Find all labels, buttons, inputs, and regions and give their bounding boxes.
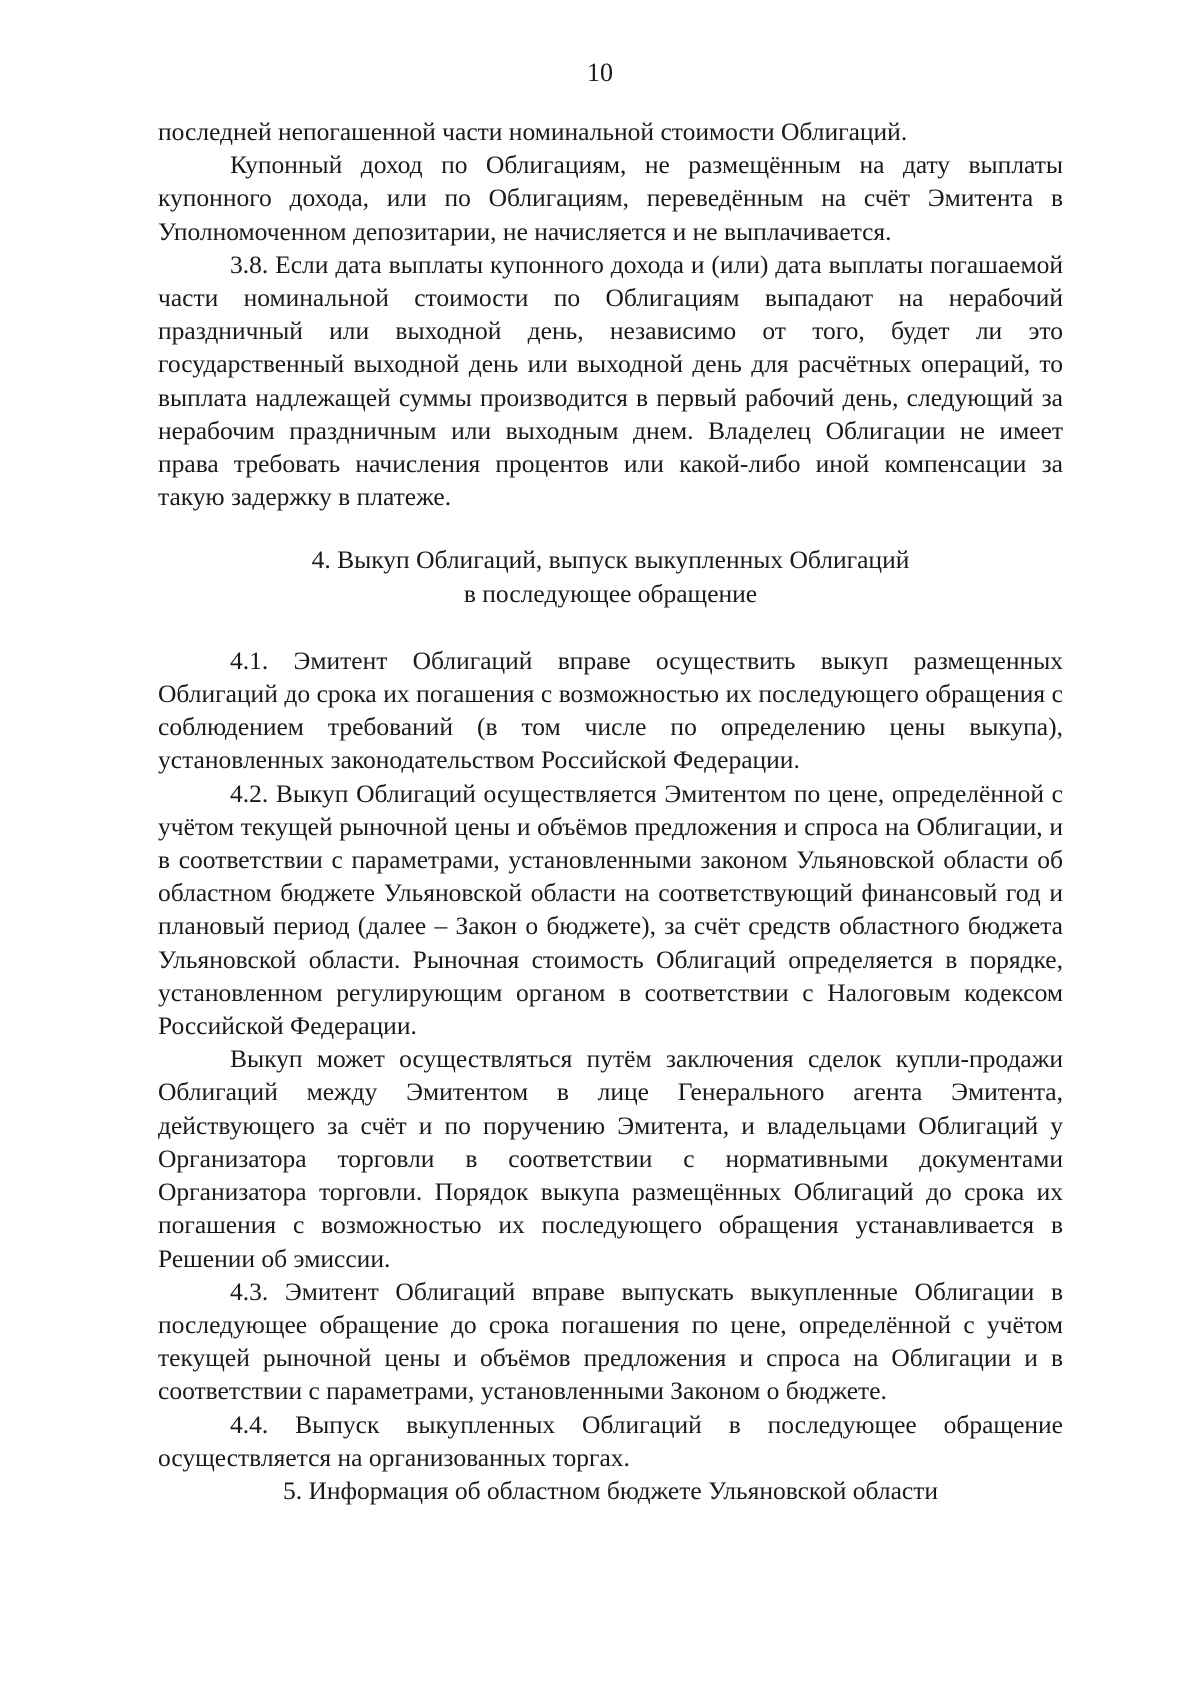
- section-5-heading: 5. Информация об областном бюджете Ульяновской области: [282, 1475, 939, 1505]
- paragraph-continuation: последней непогашенной части номинальной стоимости Облигаций.: [158, 117, 908, 146]
- section-4-heading: [158, 543, 1063, 609]
- document-body: [158, 115, 1063, 1507]
- paragraph-4-2: 4.2. Выкуп Облигаций осуществляется Эмитентом по цене, определённой с учётом текущей рыночной цены и объёмов предложения и спроса на Облигации, и в соответствии с параметрами, установленными законом Ульяновской области об областном бюджете Ульяновской области на соответствующий финансовый год и плановый период (далее – Закон о бюджете), за счёт средств областного бюджета Ульяновской области. Рыночная стоимость Облигаций определяется в порядке, установленном регулирующим органом в соответствии с Налоговым кодексом Российской Федерации.: [158, 778, 1063, 1041]
- page-number: 10: [587, 58, 613, 87]
- section-4-heading-line2: в последующее обращение: [463, 578, 758, 608]
- paragraph-4-3: 4.3. Эмитент Облигаций вправе выпускать выкупленные Облигации в последующее обращение до срока погашения по цене, определённой с учётом текущей рыночной цены и объёмов предложения и спроса на Облигации и в соответствии с параметрами, установленными Законом о бюджете.: [158, 1276, 1063, 1406]
- paragraph-3-8: 3.8. Если дата выплаты купонного дохода и (или) дата выплаты погашаемой части номинальной стоимости по Облигациям выпадают на нерабочий праздничный или выходной день, независимо от того, будет ли это государственный выходной день или выходной день для расчётных операций, то выплата надлежащей суммы производится в первый рабочий день, следующий за нерабочим праздничным или выходным днем. Владелец Облигации не имеет права требовать начисления процентов или какой-либо иной компенсации за такую задержку в платеже.: [158, 249, 1063, 512]
- paragraph-coupon-income: Купонный доход по Облигациям, не размещённым на дату выплаты купонного дохода, или по Облигациям, переведённым на счёт Эмитента в Уполномоченном депозитарии, не начисляется и не выплачивается.: [158, 150, 1063, 246]
- paragraph-4-1: 4.1. Эмитент Облигаций вправе осуществить выкуп размещенных Облигаций до срока их погашения с возможностью их последующего обращения с соблюдением требований (в том числе по определению цены выкупа), установленных законодательством Российской Федерации.: [158, 645, 1063, 775]
- paragraph-4-4: 4.4. Выпуск выкупленных Облигаций в последующее обращение осуществляется на организованных торгах.: [158, 1409, 1063, 1472]
- paragraph-buyback-procedure: Выкуп может осуществляться путём заключения сделок купли-продажи Облигаций между Эмитентом в лице Генерального агента Эмитента, действующего за счёт и по поручению Эмитента, и владельцами Облигаций у Организатора торговли в соответствии с нормативными документами Организатора торговли. Порядок выкупа размещённых Облигаций до срока их погашения с возможностью их последующего обращения устанавливается в Решении об эмиссии.: [158, 1044, 1063, 1273]
- section-4-heading-line1: 4. Выкуп Облигаций, выпуск выкупленных Облигаций: [311, 545, 910, 575]
